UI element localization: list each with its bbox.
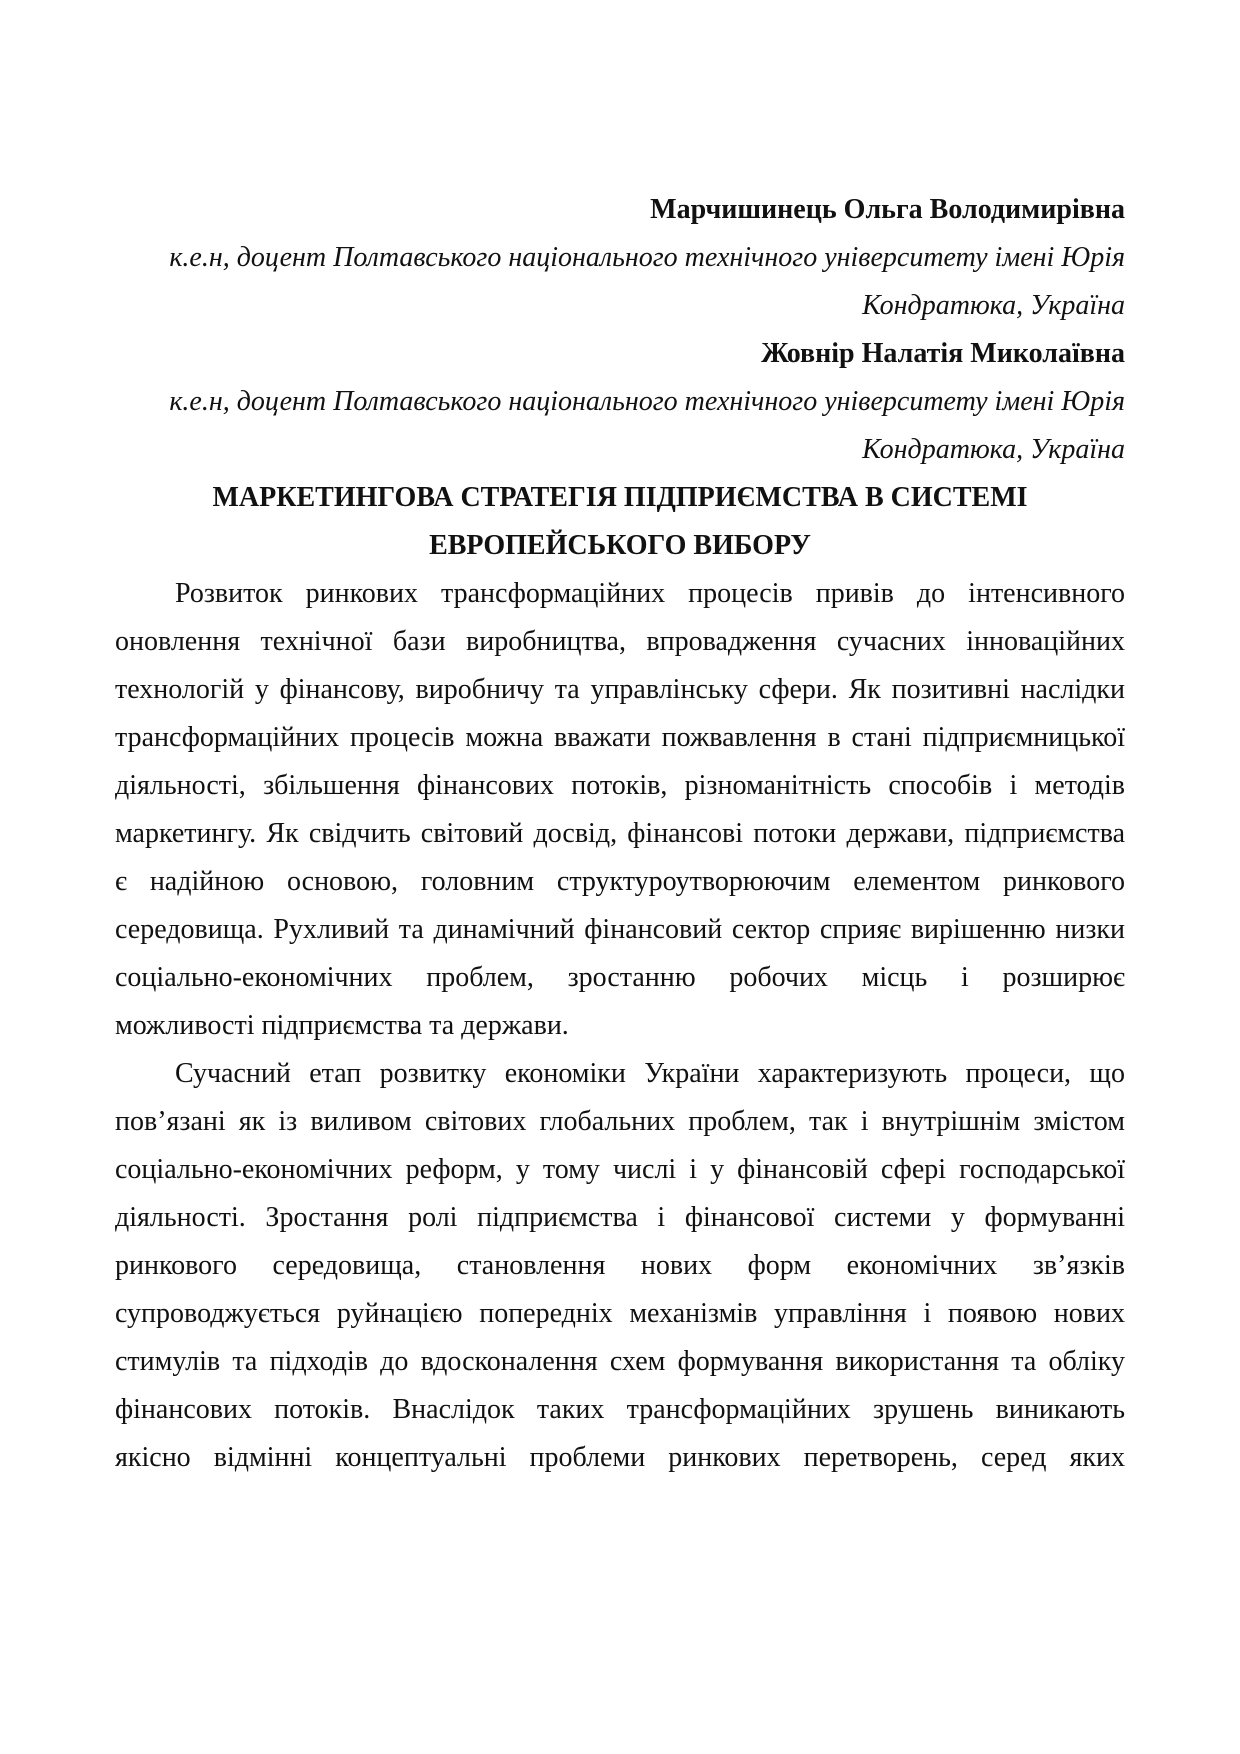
author-affiliation-line: к.е.н, доцент Полтавського національного технічного університету імені Юрія <box>169 386 1125 417</box>
paragraph-line: є надійною основою, головним структуроутворюючим елементом ринкового <box>115 866 1125 897</box>
page-content <box>115 186 1125 1482</box>
paragraph-line: якісно відмінні концептуальні проблеми ринкових перетворень, серед яких <box>115 1442 1125 1473</box>
title-line: МАРКЕТИНГОВА СТРАТЕГІЯ ПІДПРИЄМСТВА В СИСТЕМІ <box>212 482 1028 513</box>
author-name: Марчишинець Ольга Володимирівна <box>650 194 1125 225</box>
paragraph-line: фінансових потоків. Внаслідок таких трансформаційних зрушень виникають <box>115 1394 1125 1425</box>
author-affiliation-line: Кондратюка, Україна <box>862 434 1125 465</box>
paragraph-line: ринкового середовища, становлення нових форм економічних зв’язків <box>115 1250 1125 1281</box>
paragraph-line: пов’язані як із виливом світових глобальних проблем, так і внутрішнім змістом <box>115 1106 1125 1137</box>
author-name: Жовнір Налатія Миколаївна <box>761 338 1125 369</box>
paragraph-line: середовища. Рухливий та динамічний фінансовий сектор сприяє вирішенню низки <box>115 914 1125 945</box>
paragraph-line: соціально-економічних проблем, зростанню робочих місць і розширює <box>115 962 1125 993</box>
paragraph-line: Сучасний етап розвитку економіки України характеризують процеси, що <box>175 1058 1125 1089</box>
paragraph-line: трансформаційних процесів можна вважати пожвавлення в стані підприємницької <box>115 722 1125 753</box>
paragraph-line: супроводжується руйнацією попередніх механізмів управління і появою нових <box>115 1298 1125 1329</box>
title-line: ЕВРОПЕЙСЬКОГО ВИБОРУ <box>429 530 811 561</box>
paragraph-line: діяльності. Зростання ролі підприємства і фінансової системи у формуванні <box>115 1202 1125 1233</box>
author-affiliation-line: Кондратюка, Україна <box>862 290 1125 321</box>
paragraph-line: стимулів та підходів до вдосконалення схем формування використання та обліку <box>115 1346 1125 1377</box>
author-block-2 <box>115 330 1125 474</box>
paragraph-line: маркетингу. Як свідчить світовий досвід, фінансові потоки держави, підприємства <box>115 818 1125 849</box>
paragraph-line: Розвиток ринкових трансформаційних процесів привів до інтенсивного <box>175 578 1125 609</box>
paragraph-line: оновлення технічної бази виробництва, впровадження сучасних інноваційних <box>115 626 1125 657</box>
author-block-1 <box>115 186 1125 330</box>
paragraph-line: можливості підприємства та держави. <box>115 1010 569 1041</box>
paragraph-line: соціально-економічних реформ, у тому числі і у фінансовій сфері господарської <box>115 1154 1125 1185</box>
paragraph-line: технологій у фінансову, виробничу та управлінську сфери. Як позитивні наслідки <box>115 674 1125 705</box>
body-paragraph-1 <box>115 570 1125 1050</box>
body-paragraph-2 <box>115 1050 1125 1482</box>
paragraph-line: діяльності, збільшення фінансових потоків, різноманітність способів і методів <box>115 770 1125 801</box>
article-title <box>115 474 1125 570</box>
author-affiliation-line: к.е.н, доцент Полтавського національного технічного університету імені Юрія <box>169 242 1125 273</box>
